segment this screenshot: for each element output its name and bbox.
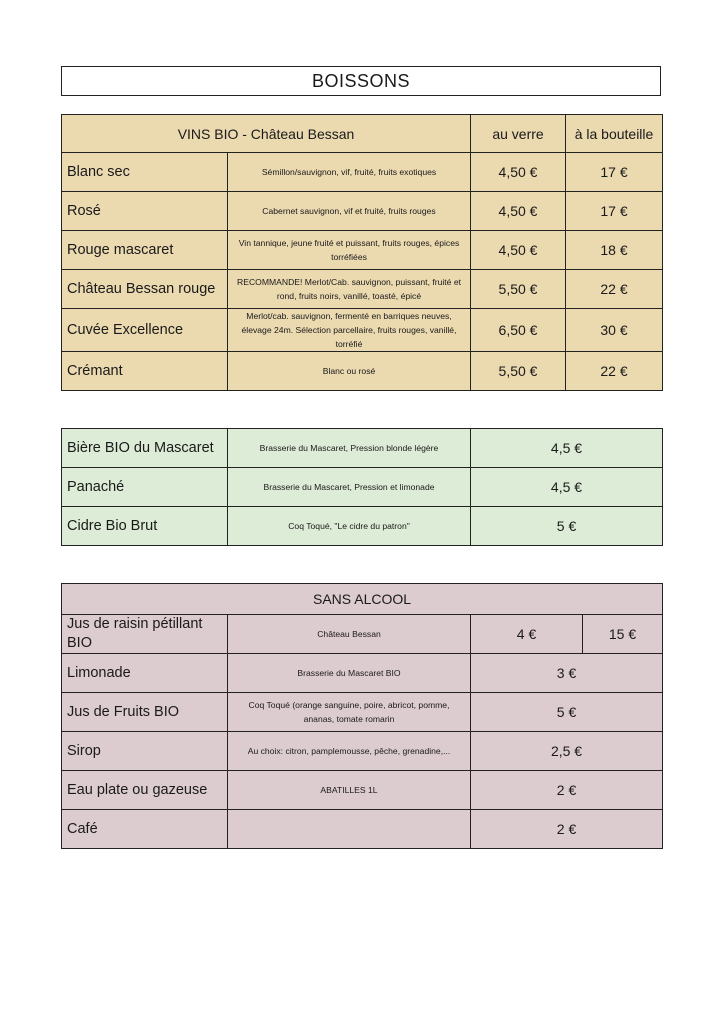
- beer-description: Coq Toqué, "Le cidre du patron": [228, 507, 471, 546]
- table-row: [62, 468, 663, 507]
- table-row: [62, 352, 663, 391]
- soft-section-title: SANS ALCOOL: [62, 584, 663, 615]
- table-row: [62, 429, 663, 468]
- beer-name: Cidre Bio Brut: [62, 507, 228, 546]
- glass-price: 5,50 €: [471, 270, 566, 309]
- soft-price: 3 €: [471, 654, 663, 693]
- page-title: BOISSONS: [61, 66, 661, 96]
- beer-name: Bière BIO du Mascaret: [62, 429, 228, 468]
- beer-table: [61, 428, 663, 546]
- glass-price: 4,50 €: [471, 231, 566, 270]
- soft-description: Coq Toqué (orange sanguine, poire, abricot, pomme, ananas, tomate romarin: [228, 693, 471, 732]
- table-row: [62, 615, 663, 654]
- soft-name: Limonade: [62, 654, 228, 693]
- table-row: [62, 270, 663, 309]
- wine-name: Château Bessan rouge: [62, 270, 228, 309]
- soft-price: 2 €: [471, 771, 663, 810]
- glass-price: 5,50 €: [471, 352, 566, 391]
- glass-column-header: au verre: [471, 115, 566, 153]
- table-row: [62, 153, 663, 192]
- soft-name: Jus de Fruits BIO: [62, 693, 228, 732]
- table-row: [62, 507, 663, 546]
- table-row: [62, 192, 663, 231]
- wine-table: [61, 114, 663, 391]
- beer-description: Brasserie du Mascaret, Pression et limonade: [228, 468, 471, 507]
- wine-name: Cuvée Excellence: [62, 309, 228, 352]
- soft-header-row: [62, 584, 663, 615]
- beer-price: 4,5 €: [471, 429, 663, 468]
- glass-price: 4,50 €: [471, 192, 566, 231]
- soft-name: Eau plate ou gazeuse: [62, 771, 228, 810]
- soft-price: 2 €: [471, 810, 663, 849]
- wine-description: RECOMMANDE! Merlot/Cab. sauvignon, puissant, fruité et rond, fruits noirs, vanillé, toasté, épicé: [228, 270, 471, 309]
- table-row: [62, 771, 663, 810]
- wine-description: Sémillon/sauvignon, vif, fruité, fruits exotiques: [228, 153, 471, 192]
- table-row: [62, 654, 663, 693]
- soft-name: Sirop: [62, 732, 228, 771]
- wine-description: Cabernet sauvignon, vif et fruité, fruits rouges: [228, 192, 471, 231]
- glass-price: 4,50 €: [471, 153, 566, 192]
- bottle-price: 15 €: [583, 615, 663, 654]
- table-row: [62, 309, 663, 352]
- soft-description: Brasserie du Mascaret BIO: [228, 654, 471, 693]
- beer-description: Brasserie du Mascaret, Pression blonde légère: [228, 429, 471, 468]
- bottle-price: 17 €: [566, 153, 663, 192]
- glass-price: 4 €: [471, 615, 583, 654]
- table-row: [62, 693, 663, 732]
- bottle-price: 18 €: [566, 231, 663, 270]
- soft-price: 2,5 €: [471, 732, 663, 771]
- glass-price: 6,50 €: [471, 309, 566, 352]
- bottle-price: 22 €: [566, 270, 663, 309]
- beer-price: 5 €: [471, 507, 663, 546]
- wine-section-title: VINS BIO - Château Bessan: [62, 115, 471, 153]
- beer-price: 4,5 €: [471, 468, 663, 507]
- bottle-column-header: à la bouteille: [566, 115, 663, 153]
- table-row: [62, 810, 663, 849]
- table-row: [62, 732, 663, 771]
- wine-header-row: [62, 115, 663, 153]
- bottle-price: 22 €: [566, 352, 663, 391]
- soft-description: Au choix: citron, pamplemousse, pêche, grenadine,...: [228, 732, 471, 771]
- soft-name: Café: [62, 810, 228, 849]
- wine-description: Merlot/cab. sauvignon, fermenté en barriques neuves, élevage 24m. Sélection parcellaire, fruits rouges, vanillé, torréfié: [228, 309, 471, 352]
- soft-description: ABATILLES 1L: [228, 771, 471, 810]
- soft-name: Jus de raisin pétillant BIO: [62, 615, 228, 654]
- soft-drinks-table: [61, 583, 663, 849]
- soft-description: Château Bessan: [228, 615, 471, 654]
- wine-name: Crémant: [62, 352, 228, 391]
- wine-name: Blanc sec: [62, 153, 228, 192]
- beer-name: Panaché: [62, 468, 228, 507]
- soft-description: [228, 810, 471, 849]
- wine-description: Blanc ou rosé: [228, 352, 471, 391]
- bottle-price: 17 €: [566, 192, 663, 231]
- bottle-price: 30 €: [566, 309, 663, 352]
- wine-name: Rouge mascaret: [62, 231, 228, 270]
- soft-price: 5 €: [471, 693, 663, 732]
- wine-name: Rosé: [62, 192, 228, 231]
- wine-description: Vin tannique, jeune fruité et puissant, fruits rouges, épices torréfiées: [228, 231, 471, 270]
- table-row: [62, 231, 663, 270]
